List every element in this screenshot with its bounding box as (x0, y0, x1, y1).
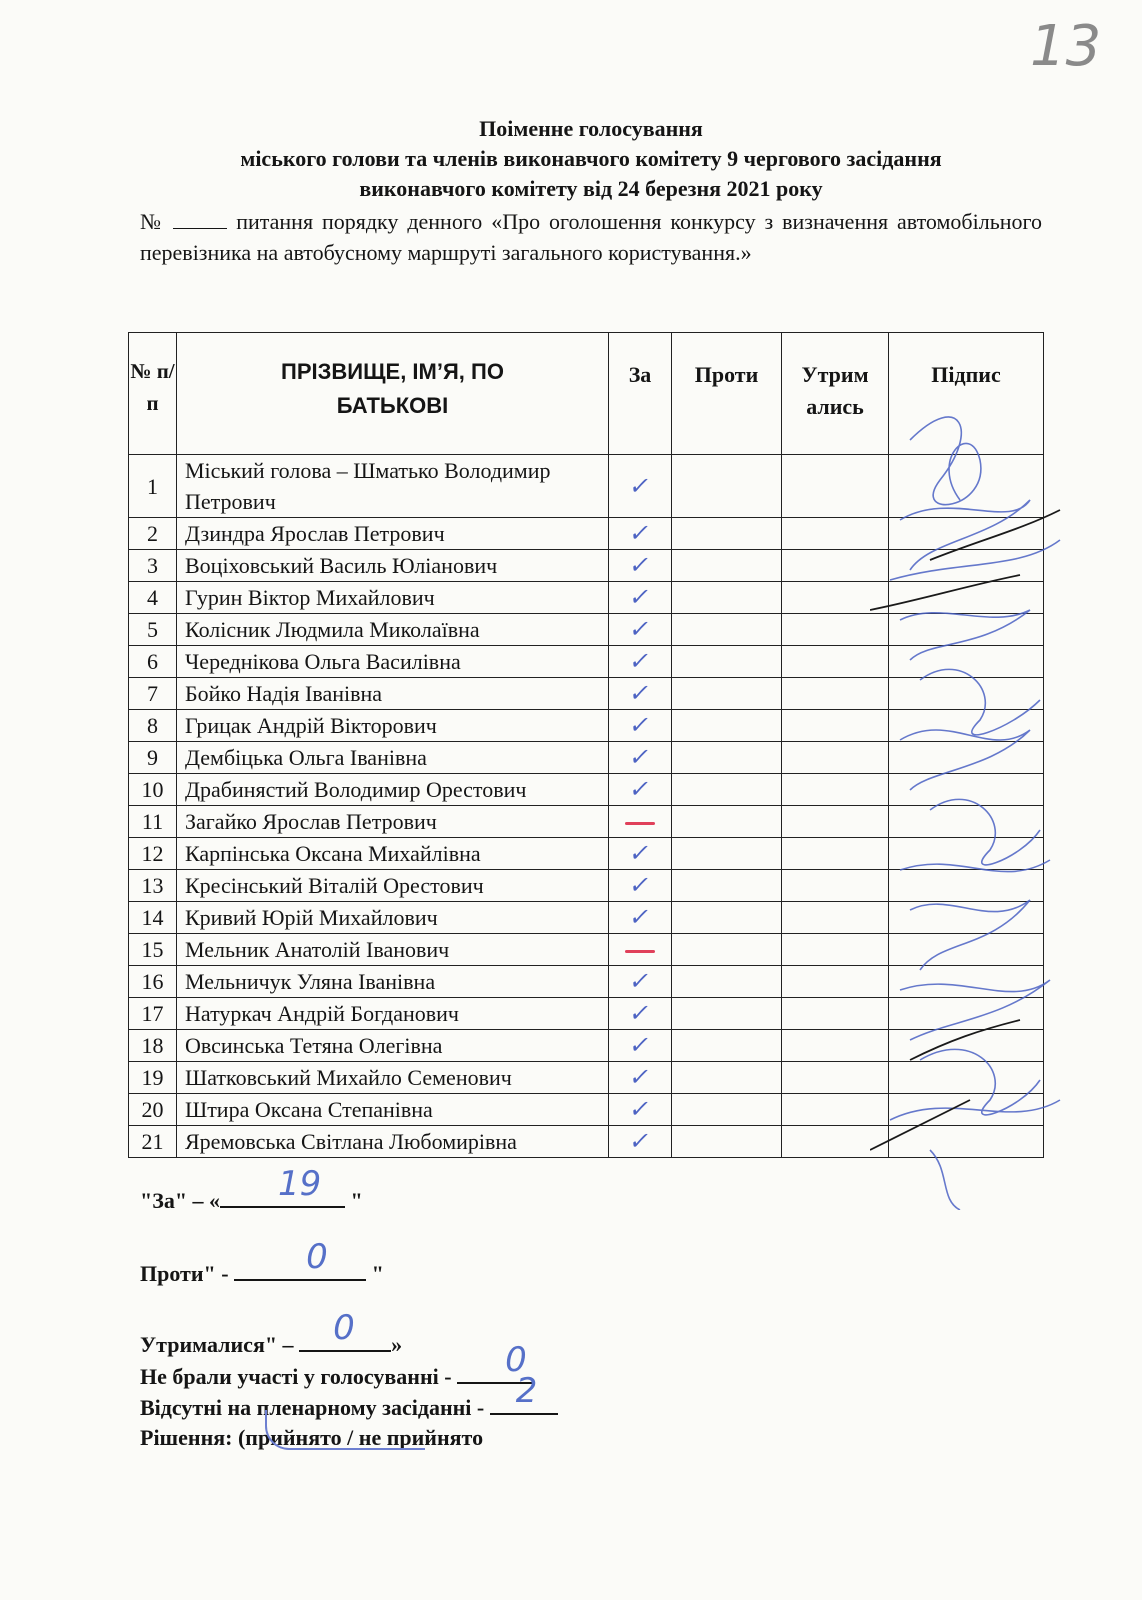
checkmark-icon: ✓ (627, 583, 654, 611)
signature-cell (889, 838, 1044, 870)
table-row (129, 1094, 1044, 1126)
vote-proty-cell (672, 710, 782, 742)
member-name: Гурин Віктор Михайлович (177, 582, 609, 614)
row-number: 18 (129, 1030, 177, 1062)
decision-underline-mark (265, 1410, 425, 1450)
table-row (129, 678, 1044, 710)
vote-proty-cell (672, 838, 782, 870)
vote-proty-cell (672, 678, 782, 710)
signature-cell (889, 870, 1044, 902)
vidsutni-count: 2 (515, 1371, 538, 1411)
member-name: Колісник Людмила Миколаївна (177, 614, 609, 646)
row-number: 12 (129, 838, 177, 870)
document-header (140, 114, 1042, 204)
row-number: 3 (129, 550, 177, 582)
table-row (129, 870, 1044, 902)
vote-proty-cell (672, 742, 782, 774)
summary-proty (140, 1237, 384, 1287)
member-name: Яремовська Світлана Любомирівна (177, 1126, 609, 1158)
checkmark-icon: ✓ (627, 839, 654, 867)
member-name: Міський голова – Шматько Володимир Петрович (177, 455, 609, 518)
row-number: 7 (129, 678, 177, 710)
vote-utrym-cell (782, 614, 889, 646)
signature-cell (889, 710, 1044, 742)
table-row (129, 998, 1044, 1030)
checkmark-icon: ✓ (627, 615, 654, 643)
vote-utrym-cell (782, 742, 889, 774)
member-name: Шатковський Михайло Семенович (177, 1062, 609, 1094)
header-za: За (609, 333, 672, 455)
header-num: № п/п (129, 333, 177, 455)
checkmark-icon: ✓ (627, 1031, 654, 1059)
vote-utrym-cell (782, 1030, 889, 1062)
checkmark-icon: ✓ (627, 775, 654, 803)
vote-proty-cell (672, 870, 782, 902)
vote-za-cell (609, 518, 672, 550)
row-number: 6 (129, 646, 177, 678)
vote-proty-cell (672, 582, 782, 614)
table-row (129, 934, 1044, 966)
vote-proty-cell (672, 550, 782, 582)
checkmark-icon: ✓ (627, 999, 654, 1027)
header-line-3: виконавчого комітету від 24 березня 2021 року (359, 176, 823, 201)
vote-proty-cell (672, 934, 782, 966)
signature-cell (889, 455, 1044, 518)
vote-utrym-cell (782, 902, 889, 934)
row-number: 5 (129, 614, 177, 646)
table-row (129, 455, 1044, 518)
checkmark-icon: ✓ (627, 1095, 654, 1123)
vote-utrym-cell (782, 518, 889, 550)
vote-za-cell (609, 455, 672, 518)
row-number: 10 (129, 774, 177, 806)
member-name: Мельничук Уляна Іванівна (177, 966, 609, 998)
header-proty: Проти (672, 333, 782, 455)
checkmark-icon: ✓ (627, 967, 654, 995)
utrym-count: 0 (333, 1308, 355, 1348)
vote-proty-cell (672, 1126, 782, 1158)
checkmark-icon: ✓ (627, 471, 654, 500)
row-number: 4 (129, 582, 177, 614)
vote-utrym-cell (782, 774, 889, 806)
signature-cell (889, 998, 1044, 1030)
member-name: Штира Оксана Степанівна (177, 1094, 609, 1126)
dash-mark-icon (625, 950, 655, 953)
vote-table (128, 332, 1044, 1158)
checkmark-icon: ✓ (627, 647, 654, 675)
member-name: Кресінський Віталій Орестович (177, 870, 609, 902)
signature-cell (889, 742, 1044, 774)
agenda-item-text (140, 206, 1042, 268)
agenda-text: питання порядку денного «Про оголошення конкурсу з визначення автомобільного перевізника на автобусному маршруті загального користування.» (140, 209, 1043, 265)
vote-utrym-cell (782, 1126, 889, 1158)
checkmark-icon: ✓ (627, 743, 654, 771)
table-row (129, 742, 1044, 774)
header-name: ПРІЗВИЩЕ, ІМ’Я, ПО БАТЬКОВІ (177, 333, 609, 455)
vote-utrym-cell (782, 934, 889, 966)
checkmark-icon: ✓ (627, 711, 654, 739)
vote-proty-cell (672, 966, 782, 998)
row-number: 16 (129, 966, 177, 998)
table-row (129, 582, 1044, 614)
table-row (129, 1062, 1044, 1094)
table-row (129, 550, 1044, 582)
vote-utrym-cell (782, 550, 889, 582)
signature-cell (889, 646, 1044, 678)
checkmark-icon: ✓ (627, 871, 654, 899)
table-row (129, 646, 1044, 678)
signature-cell (889, 1062, 1044, 1094)
vote-za-cell (609, 1030, 672, 1062)
vote-utrym-cell (782, 870, 889, 902)
vote-proty-cell (672, 1030, 782, 1062)
vote-za-cell (609, 582, 672, 614)
member-name: Дзиндра Ярослав Петрович (177, 518, 609, 550)
vote-proty-cell (672, 614, 782, 646)
vote-utrym-cell (782, 678, 889, 710)
signature-cell (889, 678, 1044, 710)
vote-proty-cell (672, 518, 782, 550)
number-sign: № (140, 209, 165, 234)
checkmark-icon: ✓ (627, 551, 654, 579)
vote-proty-cell (672, 774, 782, 806)
checkmark-icon: ✓ (627, 679, 654, 707)
vote-za-cell (609, 838, 672, 870)
proty-count: 0 (306, 1237, 328, 1277)
ne-braly-count: 0 (505, 1340, 527, 1380)
number-blank (173, 212, 227, 229)
vote-za-cell (609, 966, 672, 998)
vote-utrym-cell (782, 966, 889, 998)
row-number: 21 (129, 1126, 177, 1158)
za-count: 19 (278, 1164, 322, 1204)
table-row (129, 902, 1044, 934)
member-name: Карпінська Оксана Михайлівна (177, 838, 609, 870)
za-end: " (345, 1188, 363, 1213)
checkmark-icon: ✓ (627, 1127, 654, 1155)
vote-proty-cell (672, 902, 782, 934)
row-number: 11 (129, 806, 177, 838)
row-number: 2 (129, 518, 177, 550)
signature-cell (889, 1030, 1044, 1062)
za-blank (220, 1164, 345, 1208)
vote-za-cell (609, 550, 672, 582)
vote-za-cell (609, 1094, 672, 1126)
vote-za-cell (609, 1126, 672, 1158)
vote-utrym-cell (782, 455, 889, 518)
vidsutni-blank (490, 1371, 558, 1415)
vote-utrym-cell (782, 838, 889, 870)
signature-cell (889, 806, 1044, 838)
row-number: 15 (129, 934, 177, 966)
utrym-blank (299, 1308, 391, 1352)
signature-cell (889, 1126, 1044, 1158)
header-line-2: міського голови та членів виконавчого комітету 9 чергового засідання (240, 146, 942, 171)
summary-utrym (140, 1308, 403, 1358)
decision-line: Рішення: (прийнято / не прийнято (140, 1425, 484, 1450)
row-number: 13 (129, 870, 177, 902)
vote-utrym-cell (782, 582, 889, 614)
checkmark-icon: ✓ (627, 519, 654, 547)
member-name: Кривий Юрій Михайлович (177, 902, 609, 934)
signature-cell (889, 1094, 1044, 1126)
vote-za-cell (609, 710, 672, 742)
table-row (129, 614, 1044, 646)
member-name: Драбинястий Володимир Орестович (177, 774, 609, 806)
table-row (129, 518, 1044, 550)
vote-utrym-cell (782, 1094, 889, 1126)
signature-cell (889, 550, 1044, 582)
vidsutni-label: Відсутні на пленарному засіданні - (140, 1395, 490, 1420)
vote-utrym-cell (782, 710, 889, 742)
vote-za-cell (609, 742, 672, 774)
table-row (129, 710, 1044, 742)
signature-cell (889, 518, 1044, 550)
signature-cell (889, 902, 1044, 934)
vote-proty-cell (672, 1062, 782, 1094)
table-row (129, 774, 1044, 806)
vote-proty-cell (672, 455, 782, 518)
row-number: 9 (129, 742, 177, 774)
signature-cell (889, 614, 1044, 646)
ne-braly-label: Не брали участі у голосуванні - (140, 1364, 458, 1389)
table-row (129, 1030, 1044, 1062)
table-row (129, 1126, 1044, 1158)
summary-za (140, 1164, 363, 1214)
vote-za-cell (609, 902, 672, 934)
member-name: Бойко Надія Іванівна (177, 678, 609, 710)
member-name: Мельник Анатолій Іванович (177, 934, 609, 966)
page-number: 13 (1030, 14, 1102, 79)
vote-utrym-cell (782, 998, 889, 1030)
utrym-label: Утрималися" – (140, 1332, 300, 1357)
table-row (129, 806, 1044, 838)
vote-proty-cell (672, 646, 782, 678)
proty-label: Проти" - (140, 1261, 235, 1286)
member-name: Череднікова Ольга Василівна (177, 646, 609, 678)
signature-cell (889, 582, 1044, 614)
checkmark-icon: ✓ (627, 1063, 654, 1091)
table-row (129, 838, 1044, 870)
row-number: 19 (129, 1062, 177, 1094)
proty-blank (234, 1237, 366, 1281)
row-number: 8 (129, 710, 177, 742)
header-pidpys: Підпис (889, 333, 1044, 455)
header-line-1: Поіменне голосування (479, 116, 703, 141)
vote-za-cell (609, 1062, 672, 1094)
vote-proty-cell (672, 806, 782, 838)
header-utrym: Утрим ались (782, 333, 889, 455)
vote-proty-cell (672, 998, 782, 1030)
row-number: 20 (129, 1094, 177, 1126)
vote-utrym-cell (782, 806, 889, 838)
signature-cell (889, 934, 1044, 966)
proty-end: " (366, 1261, 384, 1286)
vote-za-cell (609, 774, 672, 806)
row-number: 14 (129, 902, 177, 934)
vote-proty-cell (672, 1094, 782, 1126)
member-name: Дембіцька Ольга Іванівна (177, 742, 609, 774)
vote-za-cell (609, 998, 672, 1030)
vote-za-cell (609, 806, 672, 838)
vote-za-cell (609, 870, 672, 902)
vote-utrym-cell (782, 1062, 889, 1094)
member-name: Загайко Ярослав Петрович (177, 806, 609, 838)
signature-cell (889, 966, 1044, 998)
member-name: Воціховський Василь Юліанович (177, 550, 609, 582)
member-name: Натуркач Андрій Богданович (177, 998, 609, 1030)
row-number: 17 (129, 998, 177, 1030)
table-row (129, 966, 1044, 998)
vote-za-cell (609, 934, 672, 966)
vote-za-cell (609, 614, 672, 646)
signature-cell (889, 774, 1044, 806)
za-label: "За" – « (140, 1188, 221, 1213)
row-number: 1 (129, 455, 177, 518)
vote-za-cell (609, 646, 672, 678)
dash-mark-icon (625, 822, 655, 825)
vote-table-body (129, 455, 1044, 1158)
utrym-end: » (391, 1332, 403, 1357)
vote-za-cell (609, 678, 672, 710)
vote-utrym-cell (782, 646, 889, 678)
member-name: Овсинська Тетяна Олегівна (177, 1030, 609, 1062)
member-name: Грицак Андрій Вікторович (177, 710, 609, 742)
checkmark-icon: ✓ (627, 903, 654, 931)
